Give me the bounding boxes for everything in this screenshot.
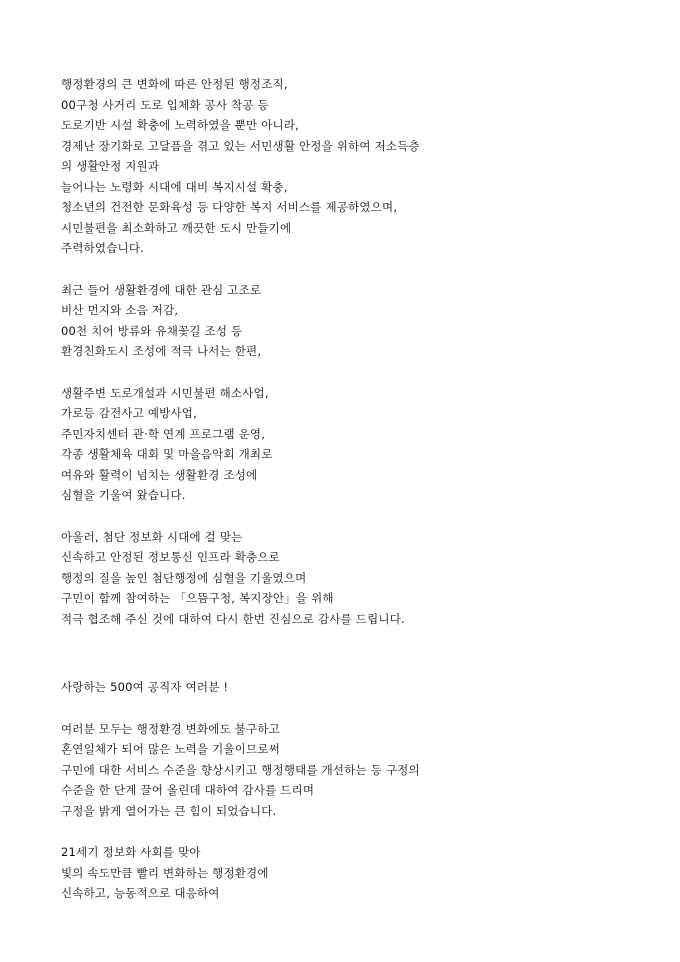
text-line: 시민불편을 최소화하고 깨끗한 도시 만들기에 (61, 220, 292, 235)
paragraph-2 (61, 280, 651, 362)
text-line: 신속하고, 능동적으로 대응하여 (61, 886, 220, 900)
text-line: 비산 먼지와 소음 저감, (61, 303, 179, 317)
paragraph-5 (61, 719, 651, 822)
text-line: 00천 치어 방류와 유채꽃길 조성 등 (61, 323, 243, 338)
paragraph-spacer (61, 506, 651, 527)
text-line: 경제난 장기화로 고달픔을 겪고 있는 서민생활 안정을 위하여 저소득층 (61, 138, 420, 153)
text-line: 심혈을 기울여 왔습니다. (61, 488, 186, 502)
salutation: 사랑하는 500여 공직자 여러분 ! (61, 680, 229, 694)
paragraph-spacer (61, 821, 651, 842)
text-line: 21세기 정보화 사회를 맞아 (61, 845, 201, 859)
text-line: 최근 들어 생활환경에 대한 관심 고조로 (61, 282, 262, 297)
text-line: 가로등 감전사고 예방사업, (61, 406, 197, 420)
text-line: 주력하였습니다. (61, 241, 145, 255)
text-line: 각종 생활체육 대회 및 마을음악회 개최로 (61, 447, 273, 461)
text-line: 여유와 활력이 넘치는 생활환경 조성에 (61, 467, 258, 482)
text-line: 환경친화도시 조성에 적극 나서는 한편, (61, 344, 262, 358)
paragraph-spacer (61, 698, 651, 719)
paragraph-spacer (61, 650, 651, 677)
text-line: 도로기반 시설 확충에 노력하였을 뿐만 아니라, (61, 118, 300, 132)
text-line: 아울러, 첨단 정보화 시대에 걸 맞는 (61, 529, 243, 544)
document-body (61, 74, 651, 904)
text-line: 00구청 사거리 도로 입체화 공사 착공 등 (61, 97, 269, 112)
text-line: 생활주변 도로개설과 시민불편 해소사업, (61, 385, 269, 400)
paragraph-spacer (61, 259, 651, 280)
text-line: 빛의 속도만큼 빨리 변화하는 행정환경에 (61, 865, 269, 880)
text-line: 구민에 대한 서비스 수준을 향상시키고 행정행태를 개선하는 등 구정의 (61, 762, 420, 777)
paragraph-1 (61, 74, 651, 259)
paragraph-spacer (61, 362, 651, 383)
text-line: 의 생활안정 지원과 (61, 159, 160, 173)
paragraph-spacer (61, 629, 651, 650)
text-line: 수준을 한 단계 끌어 올린데 대하여 감사를 드리며 (61, 783, 315, 797)
paragraph-4 (61, 527, 651, 630)
text-line: 구정을 밝게 열어가는 큰 힘이 되었습니다. (61, 803, 277, 818)
text-line: 늘어나는 노령화 시대에 대비 복지시설 확충, (61, 179, 288, 194)
text-line: 주민자치센터 관·학 연계 프로그램 운영, (61, 426, 266, 441)
text-line: 행정의 질을 높인 첨단행정에 심혈을 기울였으며 (61, 570, 307, 585)
text-line: 행정환경의 큰 변화에 따른 안정된 행정조직, (61, 77, 288, 91)
text-line: 적극 협조해 주신 것에 대하여 다시 한번 진심으로 감사를 드립니다. (61, 611, 405, 626)
text-line: 신속하고 안정된 정보통신 인프라 확충으로 (61, 550, 280, 564)
paragraph-6 (61, 842, 651, 904)
text-line: 구민이 함께 참여하는 「으뜸구청, 복지장안」을 위해 (61, 591, 334, 605)
text-line: 혼연일체가 되어 많은 노력을 기울이므로써 (61, 742, 280, 756)
text-line: 여러분 모두는 행정환경 변화에도 불구하고 (61, 721, 280, 736)
paragraph-3 (61, 383, 651, 506)
text-line: 청소년의 건전한 문화육성 등 다양한 복지 서비스를 제공하였으며, (61, 200, 398, 214)
